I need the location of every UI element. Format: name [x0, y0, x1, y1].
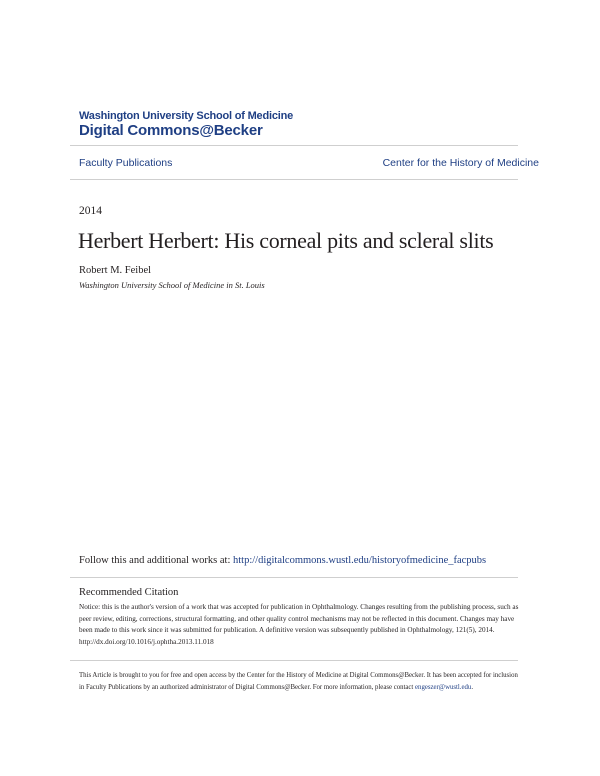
divider-citation [70, 577, 518, 578]
recommended-citation-heading: Recommended Citation [79, 587, 179, 598]
footer-notice [79, 670, 519, 694]
divider-top [70, 145, 518, 146]
center-history-medicine-link[interactable]: Center for the History of Medicine [382, 157, 539, 169]
footer-text: This Article is brought to you for free and open access by the Center for the History of Medicine at Digital Commons@Becker. It has been accepted for inclusion in Faculty Publications by an authorized administrator of Digital Commons@Becker. For more information, please contact [79, 672, 518, 691]
divider-nav [70, 179, 518, 180]
article-title: Herbert Herbert: His corneal pits and scleral slits [78, 228, 494, 253]
author-name: Robert M. Feibel [79, 265, 152, 276]
footer-suffix: . [471, 684, 474, 691]
institution-name: Washington University School of Medicine [79, 110, 294, 122]
divider-footer [70, 660, 518, 661]
repository-name: Digital Commons@Becker [79, 122, 263, 139]
follow-prefix: Follow this and additional works at: [79, 555, 233, 566]
recommended-citation-text: Notice: this is the author's version of a work that was accepted for publication in Ophthalmology. Changes resulting from the publishing process, such as peer review, editing, corrections, structural formatting, and other quality control mechanisms may not be reflected in this document. Changes may have been made to this work since it was submitted for publication. A definitive version was subsequently published in Ophthalmology, 121(5), 2014. http://dx.doi.org/10.1016/j.ophtha.2013.11.018 [79, 603, 519, 646]
contact-email-link[interactable]: engeszer@wustl.edu [415, 684, 472, 691]
faculty-publications-link[interactable]: Faculty Publications [79, 157, 173, 169]
follow-line [79, 555, 486, 566]
follow-url-link[interactable]: http://digitalcommons.wustl.edu/historyofmedicine_facpubs [233, 555, 487, 566]
author-affiliation: Washington University School of Medicine in St. Louis [79, 280, 265, 290]
publication-year: 2014 [79, 205, 102, 217]
